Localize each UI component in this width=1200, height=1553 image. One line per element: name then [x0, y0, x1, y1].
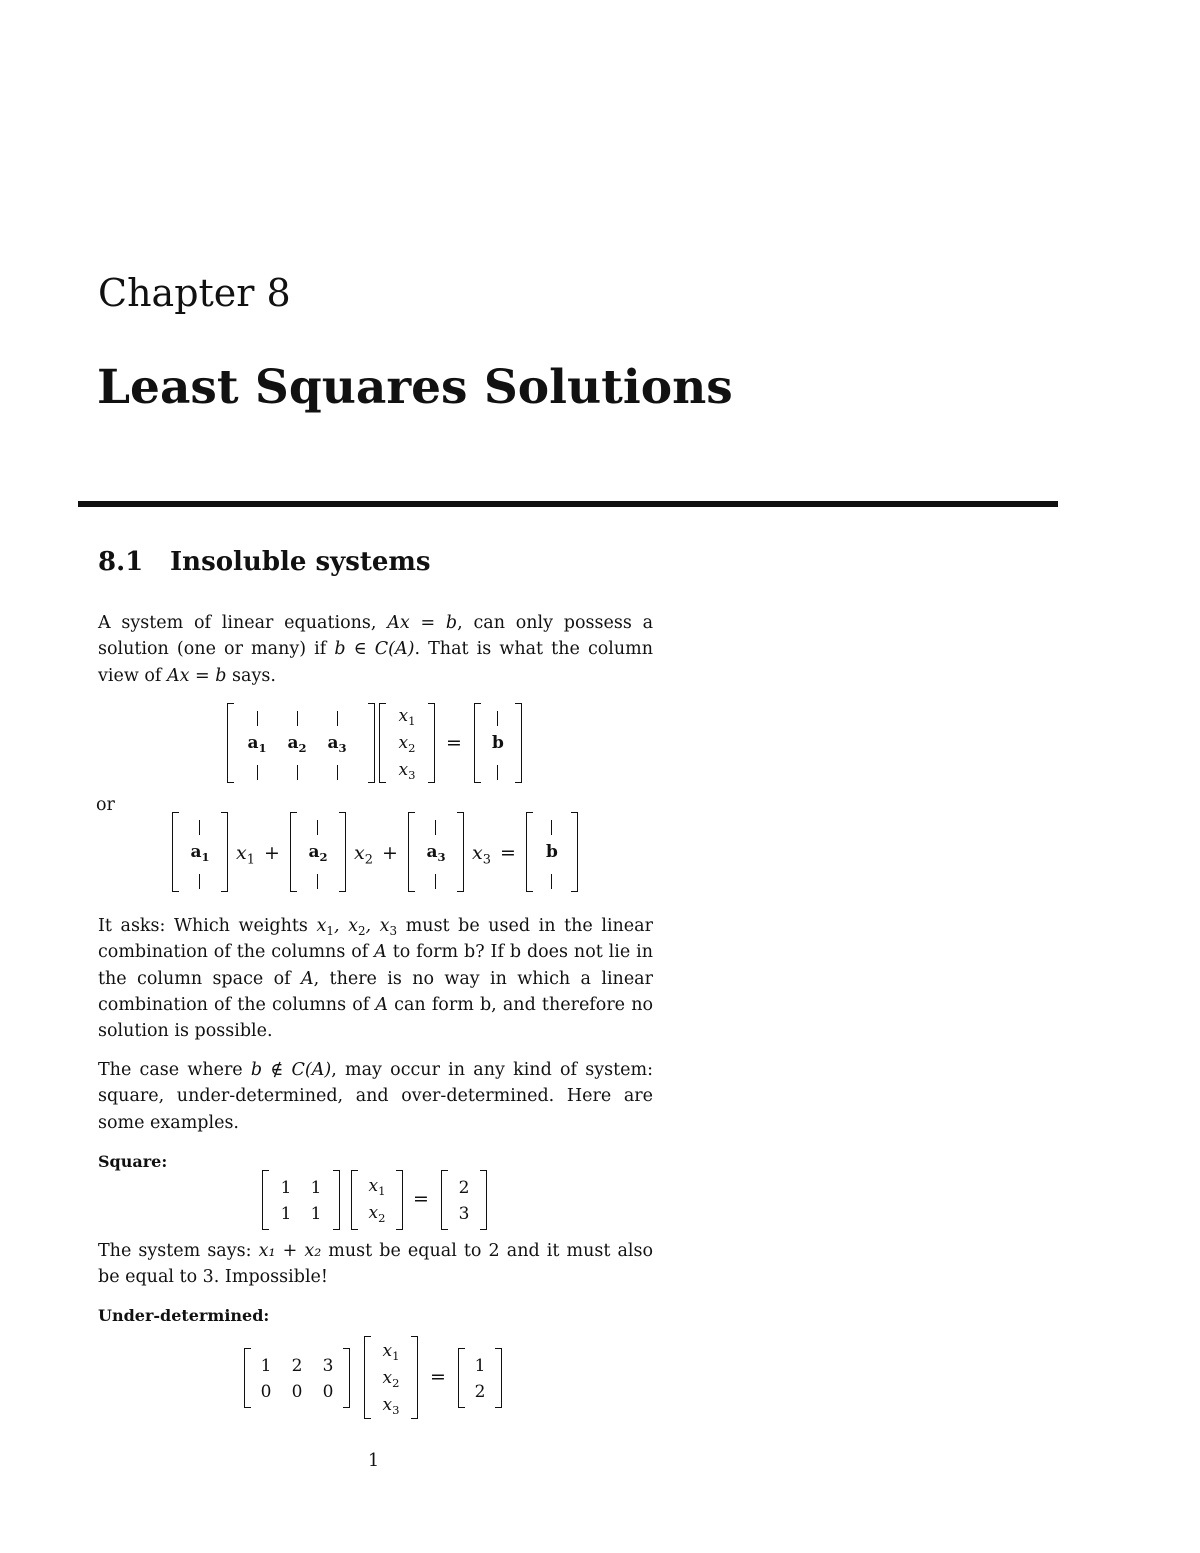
paragraph-intro — [98, 610, 653, 689]
underdetermined-unknowns: $x_1$ $x_2$ $x_3$ — [364, 1336, 418, 1419]
column-vector-a3: $a_3$ — [327, 733, 347, 756]
section-number: 8.1 — [98, 547, 144, 577]
combo-column-a2: $a_2$ — [290, 812, 346, 892]
square-unknowns: $x_1$ $x_2$ — [351, 1170, 403, 1230]
equals-sign: = — [430, 1366, 446, 1388]
underdetermined-rhs: 1 2 — [458, 1348, 502, 1408]
chapter-title: Least Squares Solutions — [97, 360, 733, 415]
weight-x2: $x_2$ — [354, 842, 373, 868]
square-matrix: 1 1 1 1 — [262, 1170, 340, 1230]
paragraph-explanation: It asks: Which weights $x_1$, $x_2$, $x_3$ must be used in the linear combination of the columns of A to form b? If b does not lie in the column space of A, there is no way in which a linear combination of the columns of A can form b, and therefore no solution is possible. — [98, 916, 654, 1042]
weight-x1: $x_1$ — [236, 842, 255, 868]
unknown-x2: $x_2$ — [398, 733, 416, 756]
equals-sign: = — [446, 732, 462, 754]
combo-column-a1: $a_1$ — [172, 812, 228, 892]
column-matrix — [227, 703, 375, 783]
underdetermined-label: Under-determined: — [98, 1306, 270, 1325]
paragraph-square-explanation: The system says: x₁ + x₂ must be equal to 2 and it must also be equal to 3. Impossible! — [98, 1241, 654, 1288]
square-rhs: 2 3 — [441, 1170, 487, 1230]
para1-text: . That is what the column view of — [98, 639, 654, 686]
section-title: Insoluble systems — [170, 547, 431, 577]
unknown-vector — [379, 703, 435, 783]
combo-rhs-vector: b — [526, 812, 578, 892]
column-vector-a2: $a_2$ — [287, 733, 307, 756]
plus-sign: + — [382, 842, 398, 864]
square-label: Square: — [98, 1152, 168, 1171]
unknown-x3: $x_3$ — [398, 760, 416, 783]
rhs-b: b — [492, 733, 504, 753]
unknown-x1: $x_1$ — [398, 706, 416, 729]
or-word: or — [96, 795, 115, 815]
equals-sign: = — [413, 1188, 429, 1210]
equals-sign: = — [500, 842, 516, 864]
para1-text: , can only possess a solution (one or many) if — [98, 613, 654, 660]
weight-x3: $x_3$ — [472, 842, 491, 868]
condition-inline: b ∈ C(A) — [334, 639, 415, 660]
rhs-vector — [474, 703, 522, 783]
combo-column-a3: $a_3$ — [408, 812, 464, 892]
para1-text: says. — [226, 665, 276, 686]
underdetermined-matrix: 1 2 3 0 0 0 — [244, 1348, 350, 1408]
section-heading — [98, 545, 431, 579]
equation-inline: Ax = b — [166, 665, 227, 686]
title-rule — [78, 501, 1058, 507]
equation-inline: Ax = b — [387, 613, 458, 633]
plus-sign: + — [264, 842, 280, 864]
para1-text: A system of linear equations, — [98, 613, 388, 633]
chapter-label: Chapter 8 — [98, 271, 291, 315]
page-number: 1 — [368, 1451, 380, 1471]
column-vector-a1: $a_1$ — [247, 733, 267, 756]
paragraph-cases: The case where b ∉ C(A), may occur in any kind of system: square, under-determined, and over-determined. Here are some examples. — [98, 1060, 653, 1133]
